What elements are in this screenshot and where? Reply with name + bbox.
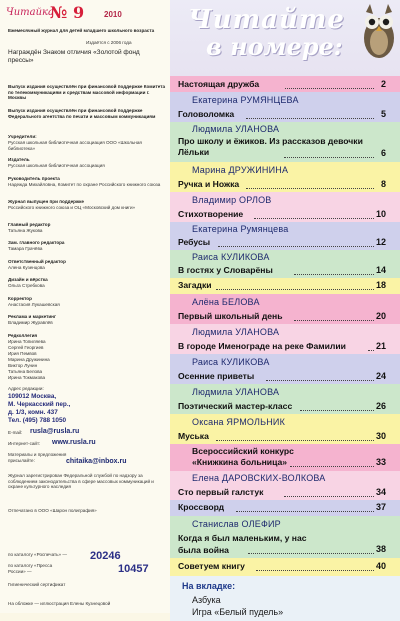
table-of-contents [170, 76, 400, 621]
catalog-1: по каталогу «Роспечать» — [8, 552, 67, 557]
address-line-2: М. Черкасский пер., [8, 401, 71, 408]
toc-entry[interactable]: Раиса КУЛИКОВА Осенние приветы 24 [170, 354, 400, 384]
printing-note: Отпечатано в ООО «Шарон полиграфия» [8, 508, 97, 513]
mail-link[interactable]: chitaika@inbox.ru [66, 458, 127, 465]
ads: Владимир Журавлёв [8, 320, 53, 325]
email-link[interactable]: rusla@rusla.ru [30, 428, 80, 435]
about-text: Ежемесячный журнал для детей младшего школьного возраста [8, 28, 155, 33]
board-member: Виктор Лунин [8, 363, 38, 368]
award-text: Награждён Знаком отличия «Золотой фонд прессы» [8, 49, 140, 64]
masthead [6, 4, 166, 24]
toc-entry[interactable]: Елена ДАРОВСКИХ-ВОЛКОВА Сто первый галстук 34 [170, 471, 400, 500]
publisher: Русская школьная библиотечная ассоциация [8, 163, 105, 168]
founded-text: Издаётся с 2006 года [86, 40, 132, 45]
project: Надежда Михайловна, Комитет по охране Российского книжного союза [8, 182, 161, 187]
contents-title: Читайте в номере: [188, 5, 345, 61]
toc-entry[interactable]: Раиса КУЛИКОВА В гостях у Словарёны 14 [170, 250, 400, 278]
proof: Анастасия Лукашевская [8, 302, 60, 307]
editor-label: Главный редактор [8, 222, 51, 227]
phone: Тел. (495) 788 1050 [8, 417, 67, 424]
board-label: Редколлегия [8, 333, 38, 338]
toc-entry[interactable]: Людмила УЛАНОВА Поэтический мастер-класс 26 [170, 384, 400, 414]
address-line-1: 109012 Москва, [8, 393, 57, 400]
issue-number: № 9 [50, 3, 85, 22]
insert-box: На вкладке: Азбука Игра «Белый пудель» [170, 576, 400, 621]
editor: Татьяна Жукова [8, 228, 43, 233]
founders: Русская школьная библиотечная ассоциация ООО «Школьная библиотека» [8, 140, 142, 151]
deputy-label: Зам. главного редактора [8, 240, 65, 245]
design: Ольга Стребкова [8, 283, 45, 288]
hygiene-note: Гигиенический сертификат [8, 582, 66, 587]
registration-note: Журнал зарегистрирован Федеральной службой по надзору за соблюдением законодательства в сфере массовых коммуникаций и охране культурного наследия [8, 473, 154, 490]
reg-label: Журнал выпущен при поддержке [8, 199, 84, 204]
magazine-logo: Читайка [6, 7, 54, 18]
toc-entry[interactable]: Алёна БЕЛОВА Первый школьный день 20 [170, 294, 400, 324]
toc-entry[interactable]: Владимир ОРЛОВ Стихотворение 10 [170, 192, 400, 222]
mail-note: Материалы и предложения присылайте: [8, 452, 67, 463]
issue-year: 2010 [104, 10, 122, 19]
deputy: Тамара Грачёва [8, 246, 43, 251]
email-label: E-mail: [8, 430, 23, 435]
toc-entry[interactable]: Людмила УЛАНОВА Про школу и ёжиков. Из рассказов девочки Лёльки 6 [170, 122, 400, 162]
catalog-2: по каталогу «Пресса России» — [8, 563, 53, 574]
toc-entry[interactable]: Всероссийский конкурс «Книжкина больница» 33 [170, 444, 400, 471]
index-2: 10457 [118, 563, 149, 575]
board-member: Ирина Топиляева [8, 339, 46, 344]
cover-note: На обложке — иллюстрация Елены Кузнецовой [8, 601, 111, 606]
toc-entry[interactable]: Оксана ЯРМОЛЬНИК Муська 30 [170, 414, 400, 444]
design-label: Дизайн и вёрстка [8, 277, 48, 282]
support-text-2: Выпуск издания осуществлён при финансовой поддержке Федерального агентства по печати и массовым коммуникациям [8, 108, 156, 119]
toc-entry[interactable]: Кроссворд 37 [170, 500, 400, 516]
toc-entry[interactable]: Загадки 18 [170, 278, 400, 294]
index-1: 20246 [90, 550, 121, 562]
site-link[interactable]: www.rusla.ru [52, 439, 96, 446]
address-label: Адрес редакции: [8, 386, 44, 391]
board-member: Сергей Георгиев [8, 345, 44, 350]
imprint-column [0, 0, 170, 613]
board-member: Татьяна Белова [8, 369, 43, 374]
resp-label: Ответственный редактор [8, 259, 66, 264]
site-label: Интернет-сайт: [8, 441, 41, 446]
board-member: Ирина Токмакова [8, 375, 46, 380]
board-member: Марина Дружинина [8, 357, 50, 362]
board-member: Ирия Пемвов [8, 351, 37, 356]
resp: Алена Кузенцова [8, 265, 45, 270]
toc-entry[interactable]: Станислав ОЛЕФИР Когда я был маленьким, у нас была война 38 [170, 516, 400, 558]
toc-entry[interactable]: Советуем книгу 40 [170, 558, 400, 576]
support-text-1: Выпуск издания осуществлён при финансовой поддержке Комитета по телекоммуникациям и средствам массовой информации г. Москвы [8, 84, 166, 101]
contents-panel [170, 0, 400, 617]
proof-label: Корректор [8, 296, 32, 301]
owl-icon [360, 2, 398, 62]
founders-label: Учредители: [8, 134, 37, 139]
project-label: Руководитель проекта [8, 176, 60, 181]
ads-label: Реклама и маркетинг [8, 314, 56, 319]
publisher-label: Издатель [8, 157, 30, 162]
toc-entry[interactable]: Екатерина Румянцева Ребусы 12 [170, 222, 400, 250]
contents-header [170, 0, 400, 76]
reg: Российского книжного союза и ОЦ «Московский дом книги» [8, 205, 136, 210]
address-line-3: д. 1/3, комн. 437 [8, 409, 58, 416]
toc-entry[interactable]: Людмила УЛАНОВА В городе Именограде на реке Фамилии 21 [170, 324, 400, 354]
toc-entry[interactable]: Настоящая дружба 2 [170, 76, 400, 92]
toc-entry[interactable]: Марина ДРУЖИНИНА Ручка и Ножка 8 [170, 162, 400, 192]
toc-entry[interactable]: Екатерина РУМЯНЦЕВА Головоломка 5 [170, 92, 400, 122]
